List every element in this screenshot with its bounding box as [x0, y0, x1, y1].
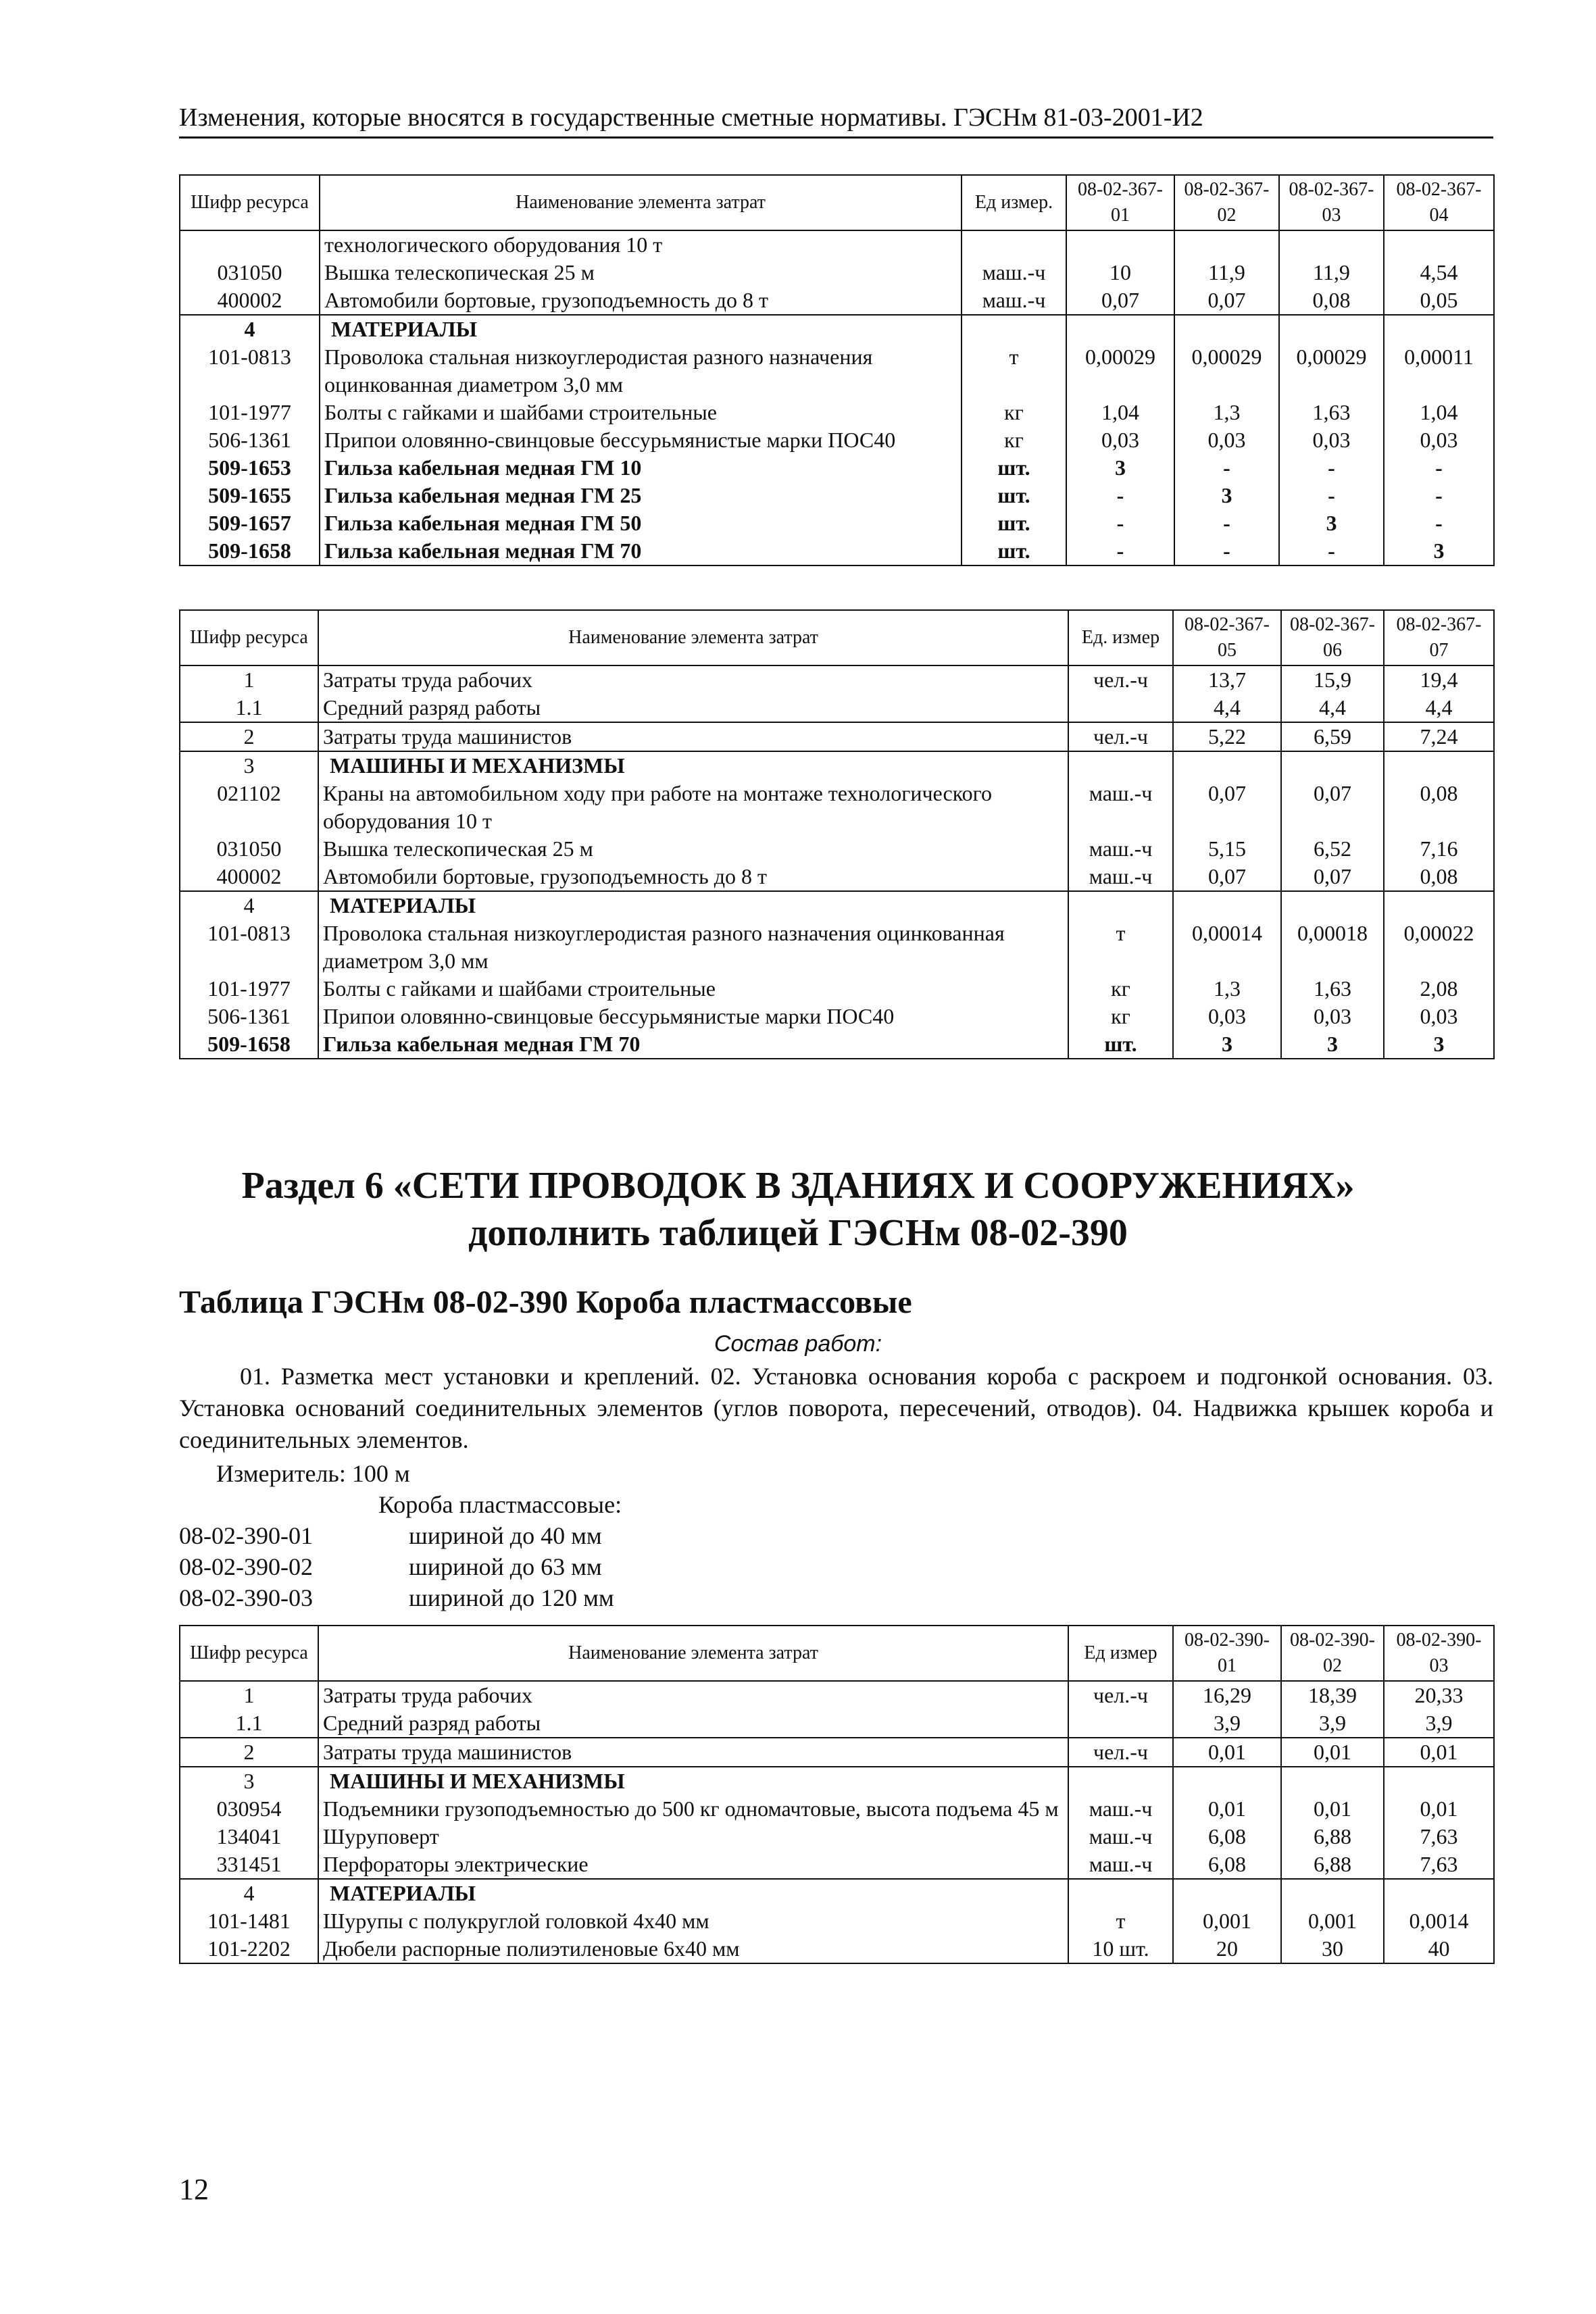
table-row: 101-1977 Болты с гайками и шайбами строительные кг 1,04 1,3 1,63 1,04 — [180, 399, 1494, 426]
table-row: 1 Затраты труда рабочих чел.-ч 16,29 18,39 20,33 — [180, 1681, 1494, 1709]
variant-code: 08-02-390-01 — [179, 1522, 313, 1549]
header-col: 08-02-367-06 — [1281, 610, 1384, 665]
header-unit: Ед измер. — [962, 175, 1066, 230]
header-code: Шифр ресурса — [180, 610, 318, 665]
variant-text: шириной до 63 мм — [409, 1553, 602, 1580]
work-composition-text: 01. Разметка мест установки и креплений. 02. Установка основания короба с раскроем и подгонкой основания. 03. Установка оснований соединительных элементов (углов поворота, пересечений, отводов). 04. Надвижка крышек короба и соединительных элементов. — [179, 1363, 1493, 1453]
table-row: 3 МАШИНЫ И МЕХАНИЗМЫ — [180, 1767, 1494, 1795]
header-col: 08-02-367-07 — [1384, 610, 1494, 665]
table-row: 509-1657 Гильза кабельная медная ГМ 50 шт. - - 3 - — [180, 509, 1494, 537]
header-col: 08-02-390-01 — [1173, 1626, 1281, 1681]
table-row: 2 Затраты труда машинистов чел.-ч 0,01 0,01 0,01 — [180, 1738, 1494, 1767]
header-col: 08-02-367-03 — [1279, 175, 1384, 230]
page-number: 12 — [179, 2173, 209, 2206]
table-row: 101-2202 Дюбели распорные полиэтиленовые 6x40 мм 10 шт. 20 30 40 — [180, 1935, 1494, 1963]
table-row: 031050 Вышка телескопическая 25 м маш.-ч 5,15 6,52 7,16 — [180, 835, 1494, 863]
table-row: 509-1658 Гильза кабельная медная ГМ 70 шт. 3 3 3 — [180, 1030, 1494, 1059]
table-row: 134041 Шуруповерт маш.-ч 6,08 6,88 7,63 — [180, 1823, 1494, 1851]
resource-table-390 — [179, 1625, 1495, 1964]
header-col: 08-02-367-04 — [1384, 175, 1494, 230]
header-unit: Ед. измер — [1068, 610, 1173, 665]
variant-item — [179, 1521, 602, 1550]
group-label: Короба пластмассовые: — [378, 1491, 622, 1518]
table-row: 101-1977 Болты с гайками и шайбами строительные кг 1,3 1,63 2,08 — [180, 975, 1494, 1003]
header-code: Шифр ресурса — [180, 175, 320, 230]
variant-code: 08-02-390-03 — [179, 1584, 313, 1611]
header-name: Наименование элемента затрат — [318, 610, 1068, 665]
variant-text: шириной до 120 мм — [409, 1584, 614, 1611]
header-col: 08-02-367-05 — [1173, 610, 1281, 665]
table-row: 021102 Краны на автомобильном ходу при работе на монтаже технологического оборудования 10 т маш.-ч 0,07 0,07 0,08 — [180, 780, 1494, 835]
table-row: 1 Затраты труда рабочих чел.-ч 13,7 15,9 19,4 — [180, 665, 1494, 694]
table-row: 4 МАТЕРИАЛЫ — [180, 315, 1494, 343]
table-row: 101-1481 Шурупы с полукруглой головкой 4x40 мм т 0,001 0,001 0,0014 — [180, 1907, 1494, 1935]
table-row: 506-1361 Припои оловянно-свинцовые бессурьмянистые марки ПОС40 кг 0,03 0,03 0,03 — [180, 1003, 1494, 1030]
table-row: 1.1 Средний разряд работы 4,4 4,4 4,4 — [180, 694, 1494, 722]
table-row: 509-1653 Гильза кабельная медная ГМ 10 шт. 3 - - - — [180, 454, 1494, 482]
table-row: 2 Затраты труда машинистов чел.-ч 5,22 6,59 7,24 — [180, 722, 1494, 751]
table-row: 509-1658 Гильза кабельная медная ГМ 70 шт. - - - 3 — [180, 537, 1494, 565]
header-col: 08-02-390-03 — [1384, 1626, 1494, 1681]
table-title: Таблица ГЭСНм 08-02-390 Короба пластмассовые — [179, 1284, 912, 1320]
table-row: 331451 Перфораторы электрические маш.-ч 6,08 6,88 7,63 — [180, 1851, 1494, 1879]
header-col: 08-02-390-02 — [1281, 1626, 1384, 1681]
table-row: 030954 Подъемники грузоподъемностью до 500 кг одномачтовые, высота подъема 45 м маш.-ч 0,01 0,01 0,01 — [180, 1795, 1494, 1823]
table-row: 509-1655 Гильза кабельная медная ГМ 25 шт. - 3 - - — [180, 482, 1494, 509]
table-row: 1.1 Средний разряд работы 3,9 3,9 3,9 — [180, 1709, 1494, 1738]
page-header: Изменения, которые вносятся в государственные сметные нормативы. ГЭСНм 81-03-2001-И2 — [179, 103, 1493, 139]
table-row: 031050 Вышка телескопическая 25 м маш.-ч 10 11,9 11,9 4,54 — [180, 259, 1494, 286]
header-name: Наименование элемента затрат — [318, 1626, 1068, 1681]
table-row: 4 МАТЕРИАЛЫ — [180, 891, 1494, 920]
table-row: 400002 Автомобили бортовые, грузоподъемность до 8 т маш.-ч 0,07 0,07 0,08 — [180, 863, 1494, 891]
section-title-line2: дополнить таблицей ГЭСНм 08-02-390 — [468, 1212, 1128, 1254]
table-row: 3 МАШИНЫ И МЕХАНИЗМЫ — [180, 751, 1494, 780]
header-code: Шифр ресурса — [180, 1626, 318, 1681]
header-col: 08-02-367-02 — [1174, 175, 1279, 230]
resource-table-367-05-07 — [179, 609, 1495, 1059]
table-row: 400002 Автомобили бортовые, грузоподъемность до 8 т маш.-ч 0,07 0,07 0,08 0,05 — [180, 286, 1494, 315]
table-row: 101-0813 Проволока стальная низкоуглеродистая разного назначения оцинкованная диаметром 3,0 мм т 0,00029 0,00029 0,00029 0,00011 — [180, 343, 1494, 399]
table-row: 101-0813 Проволока стальная низкоуглеродистая разного назначения оцинкованная диаметром 3,0 мм т 0,00014 0,00018 0,00022 — [180, 920, 1494, 975]
section-title — [0, 1162, 1596, 1257]
measure-unit: Измеритель: 100 м — [216, 1460, 410, 1487]
variant-item — [179, 1553, 602, 1581]
section-title-line1: Раздел 6 «СЕТИ ПРОВОДОК В ЗДАНИЯХ И СООРУЖЕНИЯХ» — [241, 1165, 1355, 1207]
resource-table-367-01-04 — [179, 174, 1495, 566]
table-row: технологического оборудования 10 т — [180, 230, 1494, 259]
variant-item — [179, 1584, 614, 1612]
variant-text: шириной до 40 мм — [409, 1522, 602, 1549]
table-row: 506-1361 Припои оловянно-свинцовые бессурьмянистые марки ПОС40 кг 0,03 0,03 0,03 0,03 — [180, 426, 1494, 454]
variant-code: 08-02-390-02 — [179, 1553, 313, 1580]
header-name: Наименование элемента затрат — [320, 175, 962, 230]
work-composition-label: Состав работ: — [714, 1331, 882, 1357]
table-row: 4 МАТЕРИАЛЫ — [180, 1879, 1494, 1907]
header-unit: Ед измер — [1068, 1626, 1173, 1681]
header-col: 08-02-367-01 — [1066, 175, 1174, 230]
